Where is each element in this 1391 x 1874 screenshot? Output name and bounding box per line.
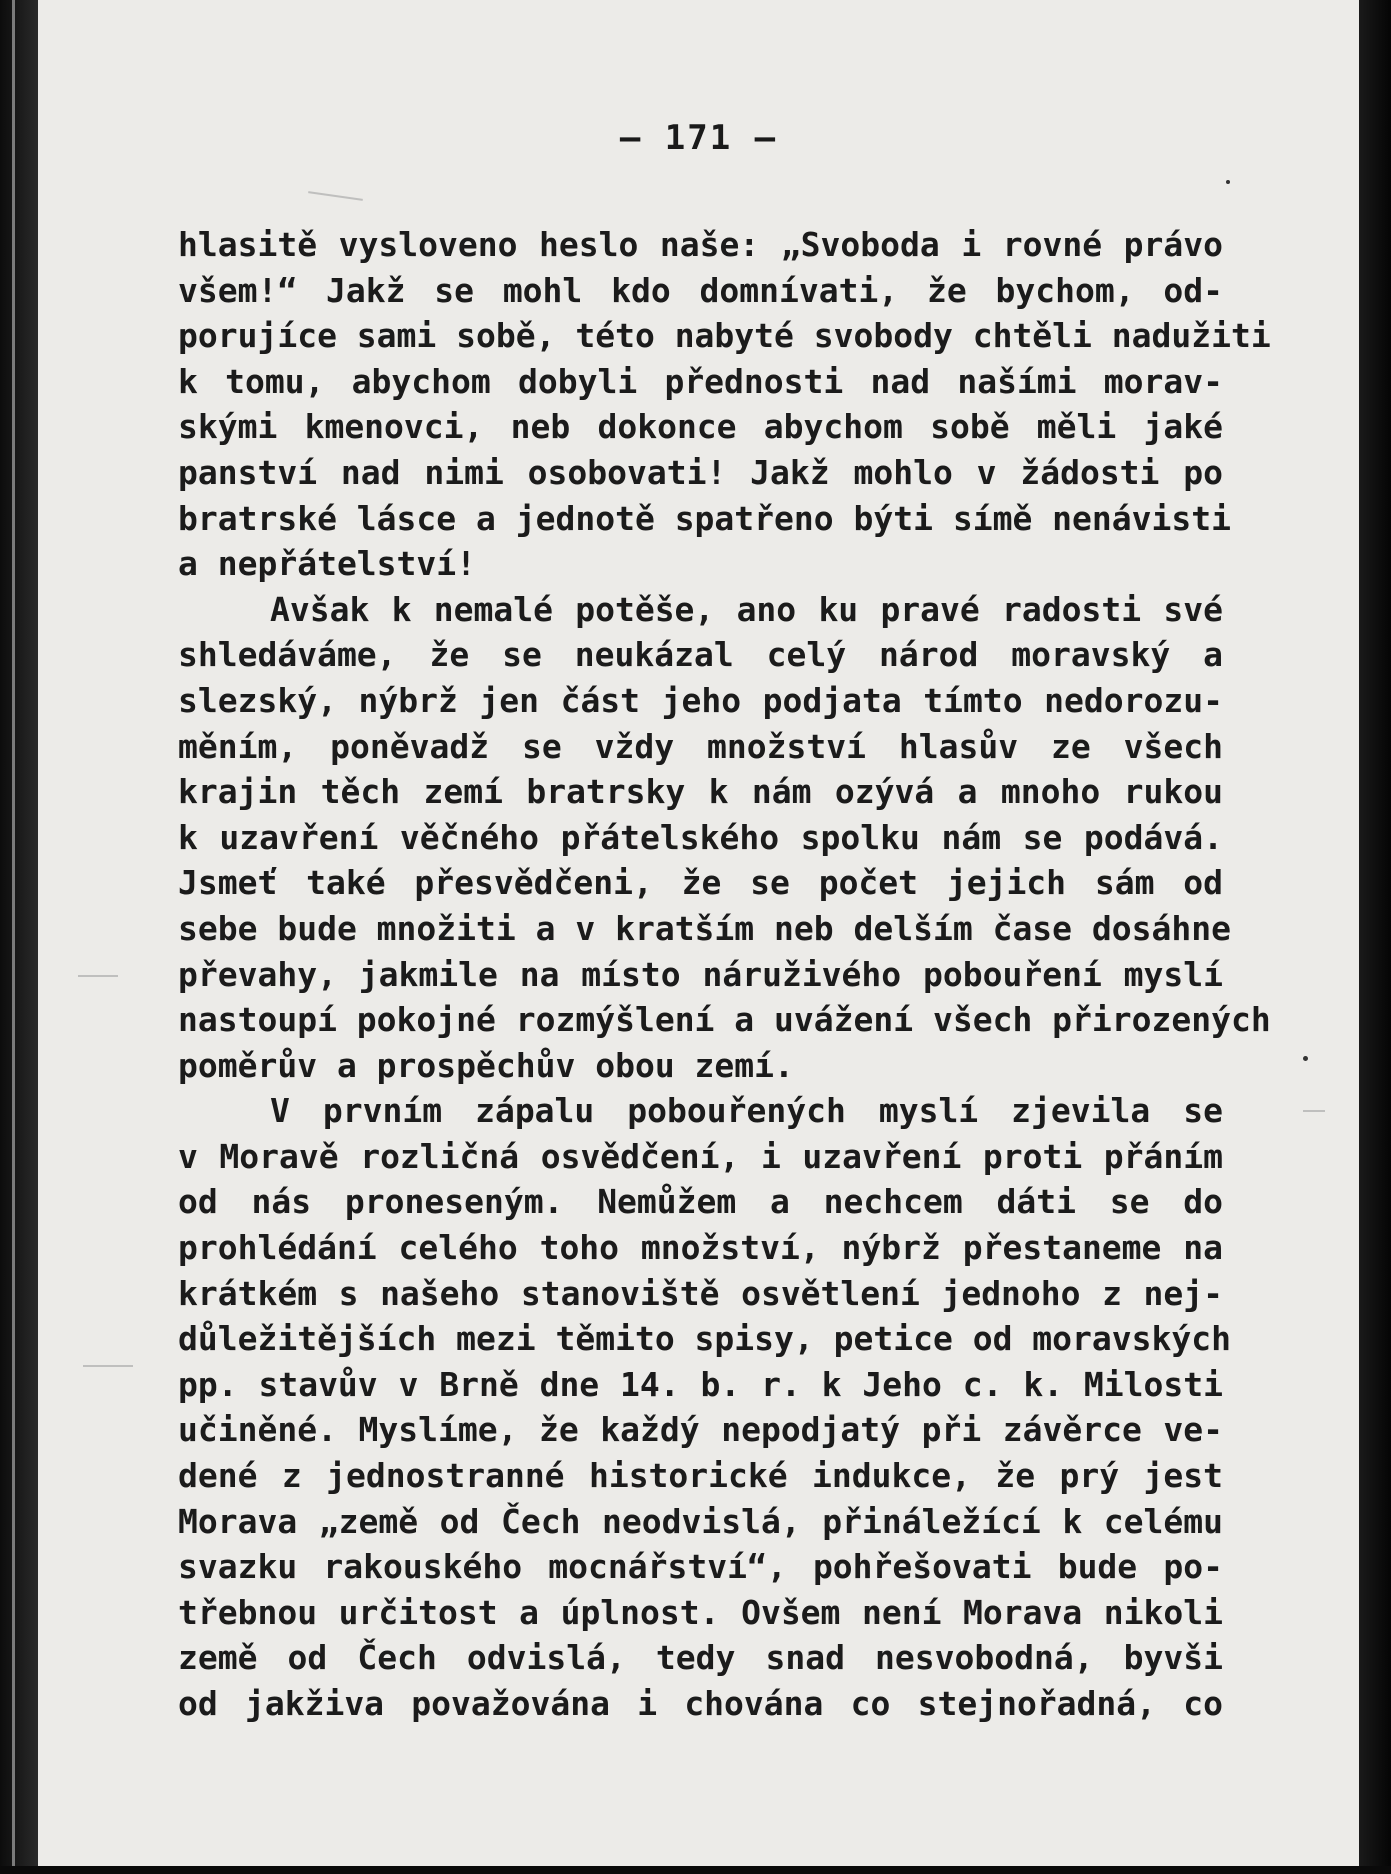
text-line: a nepřátelství! — [178, 544, 477, 584]
text-line: bratrské lásce a jednotě spatřeno býti símě nenávisti — [178, 498, 1231, 538]
text-line: země od Čech odvislá, tedy snad nesvobodná, byvši — [178, 1638, 1223, 1678]
text-line: Jsmeť také přesvědčeni, že se počet jejich sám od — [178, 863, 1223, 903]
text-line: skými kmenovci, neb dokonce abychom sobě měli jaké — [178, 407, 1223, 447]
print-smudge — [1303, 1110, 1325, 1112]
text-line: Avšak k nemalé potěše, ano ku pravé radosti své — [270, 589, 1223, 629]
body-text — [178, 222, 1271, 1727]
paragraph-3 — [178, 1088, 1231, 1726]
text-line: učiněné. Myslíme, že každý nepodjatý při závěrce ve- — [178, 1410, 1223, 1450]
text-line: dené z jednostranné historické indukce, že prý jest — [178, 1456, 1223, 1496]
scan-edge-line — [12, 0, 15, 1874]
text-line: převahy, jakmile na místo náruživého pobouření myslí — [178, 954, 1223, 994]
text-line: panství nad nimi osobovati! Jakž mohlo v žádosti po — [178, 452, 1223, 492]
text-line: od nás proneseným. Nemůžem a nechcem dáti se do — [178, 1182, 1223, 1222]
text-line: Morava „země od Čech neodvislá, přináležící k celému — [178, 1501, 1223, 1541]
text-line: porujíce sami sobě, této nabyté svobody chtěli nadužiti — [178, 316, 1271, 356]
print-smudge — [308, 191, 363, 201]
text-line: sebe bude množiti a v kratším neb delším čase dosáhne — [178, 908, 1231, 948]
text-line: svazku rakouského mocnářství“, pohřešovati bude po- — [178, 1547, 1223, 1587]
text-line: poměrův a prospěchův obou zemí. — [178, 1045, 794, 1085]
print-speck — [1226, 180, 1230, 184]
print-smudge — [83, 1365, 133, 1367]
text-line: třebnou určitost a úplnost. Ovšem není Morava nikoli — [178, 1592, 1223, 1632]
text-line: nastoupí pokojné rozmýšlení a uvážení všech přirozených — [178, 1000, 1271, 1040]
text-line: měním, poněvadž se vždy množství hlasův ze všech — [178, 726, 1223, 766]
text-line: k tomu, abychom dobyli přednosti nad našími morav- — [178, 361, 1223, 401]
book-page — [38, 0, 1359, 1866]
scan-left-margin — [0, 0, 38, 1874]
paragraph-2 — [178, 587, 1271, 1089]
text-line: od jakživa považována i chována co stejnořadná, co — [178, 1684, 1223, 1723]
print-smudge — [78, 975, 118, 977]
text-line: důležitějších mezi těmito spisy, petice od moravských — [178, 1319, 1231, 1359]
text-line: v Moravě rozličná osvědčení, i uzavření proti přáním — [178, 1136, 1223, 1176]
page-number: — 171 — — [619, 118, 778, 158]
text-line: k uzavření věčného přátelského spolku nám se podává. — [178, 817, 1223, 857]
text-line: V prvním zápalu pobouřených myslí zjevila se — [270, 1091, 1223, 1131]
scan-bottom-margin — [0, 1866, 1391, 1874]
paragraph-1 — [178, 222, 1271, 587]
text-line: shledáváme, že se neukázal celý národ moravský a — [178, 635, 1223, 675]
print-speck — [1303, 1056, 1308, 1061]
text-line: všem!“ Jakž se mohl kdo domnívati, že bychom, od- — [178, 270, 1223, 310]
text-line: pp. stavův v Brně dne 14. b. r. k Jeho c. k. Milosti — [178, 1364, 1223, 1404]
scan-right-margin — [1359, 0, 1391, 1874]
text-line: krátkém s našeho stanoviště osvětlení jednoho z nej- — [178, 1273, 1223, 1313]
text-line: slezský, nýbrž jen část jeho podjata tímto nedorozu- — [178, 680, 1223, 720]
text-line: krajin těch zemí bratrsky k nám ozývá a mnoho rukou — [178, 772, 1223, 812]
text-line: hlasitě vysloveno heslo naše: „Svoboda i rovné právo — [178, 225, 1223, 264]
text-line: prohlédání celého toho množství, nýbrž přestaneme na — [178, 1228, 1223, 1268]
